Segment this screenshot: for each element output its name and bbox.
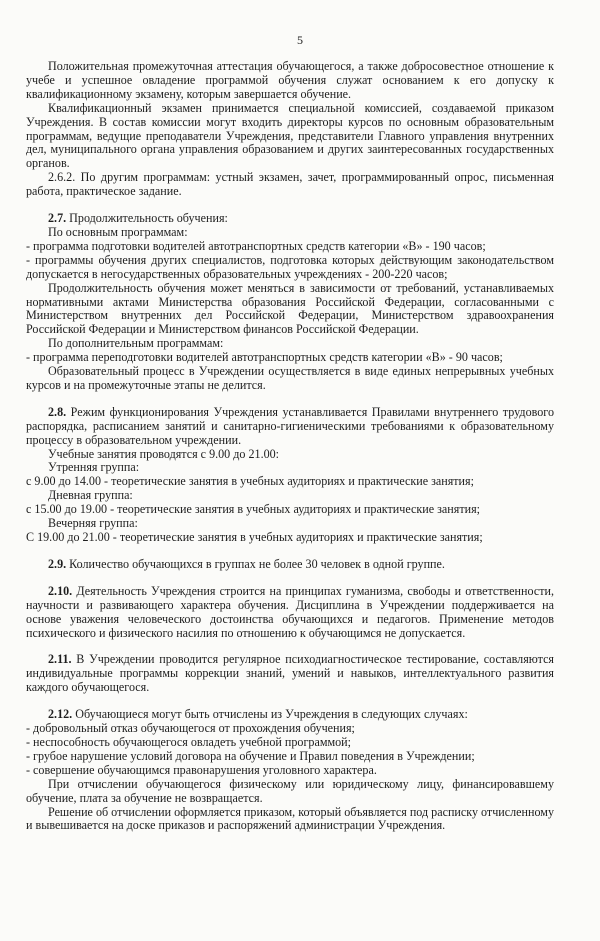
section-number: 2.10. <box>48 583 73 598</box>
list-item: - программа подготовки водителей автотранспортных средств категории «В» - 190 часов; <box>26 238 486 253</box>
list-item: - неспособность обучающегося овладеть учебной программой; <box>26 734 352 749</box>
evening-group-label: Вечерняя группа: <box>48 516 138 531</box>
section-2-7-heading <box>26 212 554 226</box>
list-item: - добровольный отказ обучающегося от прохождения обучения; <box>26 721 355 736</box>
paragraph-duration: Продолжительность обучения может меняться в зависимости от требований, устанавливаемых нормативными актами Министерства образования Российской Федерации, согласованными с Министерством внутренних дел Российской Федерации, Министерством здравоохранения Российской Федерации и Министерством финансов Российской Федерации. <box>26 280 554 337</box>
section-text: Количество обучающихся в группах не более 30 человек в одной группе. <box>66 556 445 571</box>
page-number: 5 <box>297 33 303 47</box>
morning-group-schedule: с 9.00 до 14.00 - теоретические занятия в учебных аудиториях и практические занятия; <box>26 474 474 489</box>
morning-group-label: Утренняя группа: <box>48 460 140 475</box>
day-group-schedule: с 15.00 до 19.00 - теоретические занятия в учебных аудиториях и практические занятия; <box>26 502 480 517</box>
hours-label: Учебные занятия проводятся с 9.00 до 21.00: <box>48 446 280 461</box>
document-body <box>26 60 554 833</box>
section-2-11 <box>26 653 554 695</box>
paragraph-process: Образовательный процесс в Учреждении осуществляется в виде единых непрерывных учебных курсов и на промежуточные этапы не делится. <box>26 364 554 392</box>
list-item: - программы обучения других специалистов, подготовка которых действующим законодательством допускается в негосударственных образовательных учреждениях - 200-220 часов; <box>26 252 554 281</box>
section-2-10 <box>26 585 554 641</box>
section-number: 2.12. <box>48 707 73 722</box>
section-2-8 <box>26 406 554 448</box>
list-item: - совершение обучающимся правонарушения уголовного характера. <box>26 762 377 777</box>
evening-group-schedule: С 19.00 до 21.00 - теоретические занятия в учебных аудиториях и практические занятия; <box>26 530 483 544</box>
section-number: 2.8. <box>48 404 67 419</box>
section-number: 2.9. <box>48 556 67 571</box>
additional-programs-label: По дополнительным программам: <box>48 336 224 351</box>
paragraph-decision: Решение об отчислении оформляется приказом, который объявляется под расписку отчисленному и вывешивается на доске приказов и распоряжений администрации Учреждения. <box>26 804 554 833</box>
paragraph-exam-commission: Квалификационный экзамен принимается специальной комиссией, создаваемой приказом Учреждения. В состав комиссии могут входить директоры курсов по основным образовательным программам, ведущие преподаватели Учреждения, представители Главного управления внутренних дел, муниципального органа управления образованием и других заинтересованных государственных органов. <box>26 100 554 171</box>
section-2-12 <box>26 708 554 722</box>
section-text: Деятельность Учреждения строится на принципах гуманизма, свободы и ответственности, научности и развивающего характера обучения. Дисциплина в Учреждении поддерживается на основе уважения человеческого достоинства обучающихся и педагогов. Применение методов психического и физического насилия по отношению к обучающимся не допускается. <box>26 583 554 640</box>
section-text: В Учреждении проводится регулярное психодиагностическое тестирование, составляются индивидуальные программы коррекции знаний, умений и навыков, интеллектуального развития каждого обучающегося. <box>26 652 554 695</box>
paragraph-other-programs: 2.6.2. По другим программам: устный экзамен, зачет, программированный опрос, письменная работа, практическое задание. <box>26 170 554 199</box>
list-item: - грубое нарушение условий договора на обучение и Правил поведения в Учреждении; <box>26 748 475 763</box>
section-number: 2.11. <box>48 652 72 667</box>
section-text: Режим функционирования Учреждения устанавливается Правилами внутреннего трудового распорядка, расписанием занятий и санитарно-гигиеническими требованиями к образовательному процессу в образовательном учреждении. <box>26 404 554 447</box>
section-text: Обучающиеся могут быть отчислены из Учреждения в следующих случаях: <box>72 707 468 722</box>
paragraph-refund: При отчислении обучающегося физическому или юридическому лицу, финансировавшему обучение, плата за обучение не возвращается. <box>26 776 554 805</box>
section-2-9 <box>26 558 554 572</box>
list-item: - программа переподготовки водителей автотранспортных средств категории «В» - 90 часов; <box>26 350 503 365</box>
main-programs-label: По основным программам: <box>48 224 188 239</box>
section-number: 2.7. <box>48 211 67 226</box>
paragraph-attestation: Положительная промежуточная аттестация обучающегося, а также добросовестное отношение к учебе и успешное овладение программой обучения служат основанием к его допуску к квалификационному экзамену, которым завершается обучение. <box>26 59 554 101</box>
day-group-label: Дневная группа: <box>48 488 133 503</box>
section-title: Продолжительность обучения: <box>66 211 228 226</box>
